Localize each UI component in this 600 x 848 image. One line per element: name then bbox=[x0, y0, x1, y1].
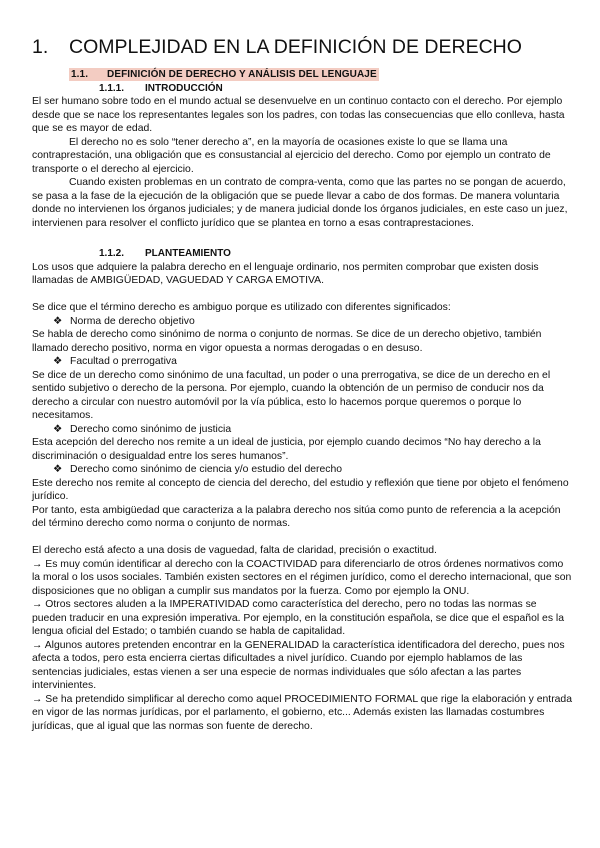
diamond-bullet-icon: ❖ bbox=[53, 464, 63, 475]
diamond-bullet-icon: ❖ bbox=[53, 356, 63, 367]
meaning-text: Se dice de un derecho como sinónimo de una facultad, un poder o una prerrogativa, se dice de un derecho en el sentido subjetivo o derecho de la persona. Por ejemplo, cuando la obtención de un permiso de conducir nos da derecho a circular con nuestro automóvil por la vía pública, esto lo hacemos porque queremos o porque lo necesitamos. bbox=[32, 369, 551, 421]
meaning-text: Este derecho nos remite al concepto de ciencia del derecho, del estudio y reflexión que tiene por objeto el fenómeno jurídico. bbox=[32, 477, 569, 502]
intro-paragraph: El derecho no es solo “tener derecho a”, en la mayoría de ocasiones existe lo que se llama una contraprestación, una obligación que es consustancial al ejercicio del derecho. Como por ejemplo un contrato de transporte o el derecho al ejercicio. bbox=[32, 136, 551, 175]
ambiguity-conclusion: Por tanto, esta ambigüedad que caracteriza a la palabra derecho nos sitúa como punto de referencia a la acepción del término derecho como norma o conjunto de normas. bbox=[32, 504, 561, 529]
meaning-text: Se habla de derecho como sinónimo de norma o conjunto de normas. Se dice de un derecho objetivo, también llamado derecho positivo, norma en vigor opuesta a normas derogadas o en desuso. bbox=[32, 329, 542, 354]
section-number: 1. bbox=[32, 36, 49, 58]
section-heading bbox=[32, 0, 572, 64]
meaning-text: Esta acepción del derecho nos remite a un ideal de justicia, por ejemplo cuando decimos “No hay derecho a la discriminación o desigualdad entre los seres humanos”. bbox=[32, 437, 541, 462]
arrow-point: → Se ha pretendido simplificar al derecho como aquel PROCEDIMIENTO FORMAL que rige la elaboración y entrada en vigor de las normas jurídicas, por el parlamento, el gobierno, etc... Además existen las llamadas costumbres jurídicas, que al igual que las normas son fuente de derecho. bbox=[32, 693, 572, 732]
meaning-bullet bbox=[32, 463, 572, 477]
meaning-label: Norma de derecho objetivo bbox=[70, 315, 195, 327]
meaning-bullet bbox=[32, 355, 572, 369]
meaning-label: Derecho como sinónimo de ciencia y/o estudio del derecho bbox=[70, 464, 343, 475]
diamond-bullet-icon: ❖ bbox=[53, 315, 63, 327]
ambiguity-intro: Se dice que el término derecho es ambiguo porque es utilizado con diferentes significados: bbox=[32, 302, 451, 313]
intro-heading bbox=[32, 82, 572, 95]
arrow-point: → Es muy común identificar al derecho con la COACTIVIDAD para diferenciarlo de otros órdenes normativos como la moral o los usos sociales. También existen sectores en el régimen jurídico, como el derecho internacional, que son disposiciones que no obligan a cumplir sus mandatos por la fuerza. Como por ejemplo la ONU. bbox=[32, 558, 572, 597]
vagueness-intro: El derecho está afecto a una dosis de vaguedad, falta de claridad, precisión o exactitud. bbox=[32, 545, 437, 556]
subsection-title: DEFINICIÓN DE DERECHO Y ANÁLISIS DEL LENGUAJE bbox=[107, 69, 377, 80]
planteamiento-lead: Los usos que adquiere la palabra derecho en el lenguaje ordinario, nos permiten comprobar que existen dosis llamadas de AMBIGÜEDAD, VAGUEDAD Y CARGA EMOTIVA. bbox=[32, 261, 539, 286]
meaning-label: Derecho como sinónimo de justicia bbox=[70, 423, 232, 435]
arrow-point: → Algunos autores pretenden encontrar en la GENERALIDAD la característica identificadora del derecho, pues nos afecta a todos, pero esta encierra ciertas dificultades a nivel jurídico. Cuando por ejemplo hablamos de las sentencias judiciales, estas vienen a ser una especie de normas individuales que sólo afectan a las partes intervinientes. bbox=[32, 639, 565, 691]
spacer bbox=[32, 288, 572, 302]
subsection-number: 1.1. bbox=[71, 69, 89, 80]
meaning-bullet bbox=[32, 315, 572, 329]
intro-number: 1.1.1. bbox=[99, 83, 125, 94]
subsection-heading bbox=[69, 68, 379, 81]
intro-paragraph: Cuando existen problemas en un contrato de compra-venta, como que las partes no se pongan de acuerdo, se pasa a la fase de la ejecución de la obligación que se puede llevar a cabo de dos formas. De manera voluntaria donde no intervienen los órganos judiciales; y de manera judicial donde los órganos judiciales, en este caso un juez, intervienen para resolver el conflicto jurídico que se plantea en torno a esas contraprestaciones. bbox=[32, 177, 568, 229]
planteamiento-heading bbox=[32, 244, 572, 261]
diamond-bullet-icon: ❖ bbox=[53, 423, 63, 435]
intro-title: INTRODUCCIÓN bbox=[145, 83, 223, 94]
meaning-label: Facultad o prerrogativa bbox=[70, 356, 177, 367]
planteamiento-number: 1.1.2. bbox=[99, 247, 125, 259]
spacer bbox=[32, 531, 572, 545]
arrow-point: → Otros sectores aluden a la IMPERATIVIDAD como característica del derecho, pero no todas las normas se pueden traducir en una expresión imperativa. Por ejemplo, en la constitución española, se dice que el español es la lengua oficial del Estado; o también cuando se habla de capitalidad. bbox=[32, 599, 564, 637]
intro-paragraph: El ser humano sobre todo en el mundo actual se desenvuelve en un continuo contacto con el derecho. Por ejemplo desde que se nace los representantes legales son los padres, con todas las consecuencias que ello conlleva, hasta que se es mayor de edad. bbox=[32, 96, 565, 134]
spacer bbox=[32, 230, 572, 244]
meaning-bullet bbox=[32, 423, 572, 437]
section-title: COMPLEJIDAD EN LA DEFINICIÓN DE DERECHO bbox=[69, 36, 522, 58]
planteamiento-title: PLANTEAMIENTO bbox=[145, 247, 231, 259]
